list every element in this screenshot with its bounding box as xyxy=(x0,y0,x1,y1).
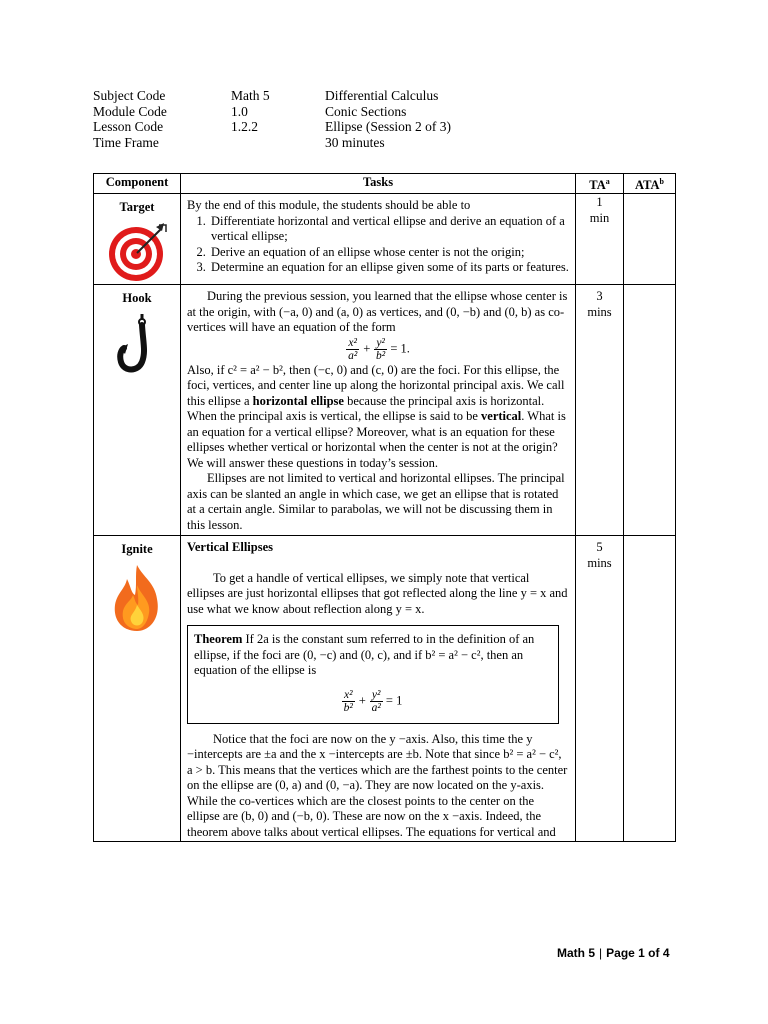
list-item: 3. Determine an equation for an ellipse given some of its parts or features. xyxy=(209,260,569,276)
lesson-plan-table xyxy=(93,173,676,842)
component-hook xyxy=(94,285,181,536)
ta-ignite: 5 mins xyxy=(576,536,624,842)
hook-tasks: During the previous session, you learned that the ellipse whose center is at the origin, with (−a, 0) and (a, 0) as vertices, and (0, −b) and (0, b) as co-vertices will have an equation of the form $\frac{\text{x²}}{\text{a²}}$ + $\frac{\text{y²}}{\text{b²}}$ = 1. Also, if c² = a² − b², then (−c, 0) and (c, 0) are the foci. For this ellipse, the foci, vertices, and center line up along the horizontal principal axis. We call this ellipse a horizontal ellipse because the principal axis is horizontal. When the principal axis is vertical, the ellipse is said to be vertical. What is an equation for a vertical ellipse? Moreover, what is an equation for these ellipses whether vertical or horizontal when the center is not at the origin? We will answer these questions in today’s session. Ellipses are not limited to vertical and horizontal ellipses. The principal axis can be slanted an angle in which case, we get an ellipse that is rotated at a certain angle. Similar to parabolas, we will not be discussing them in this lesson. xyxy=(181,285,576,536)
column-header-component: Component xyxy=(94,174,181,194)
component-target xyxy=(94,194,181,285)
ellipse-equation-vertical: $\frac{\text{x²}}{\text{b²}}$ + $\frac{\text{y²}}{\text{a²}}$ = 1 xyxy=(343,688,403,714)
target-icon xyxy=(106,221,168,283)
column-header-ata: ATA$^b$ xyxy=(624,174,676,194)
table-row-hook xyxy=(94,285,676,536)
table-row-ignite xyxy=(94,536,676,842)
page-footer: Math 5 | Page 1 of 4 xyxy=(557,946,670,960)
table-row-target xyxy=(94,194,676,285)
header-row-subject: Subject Code Math 5 Differential Calculus xyxy=(93,88,439,103)
section-heading: Vertical Ellipses xyxy=(187,540,273,555)
ata-target xyxy=(624,194,676,285)
ellipse-equation-horizontal: $\frac{\text{x²}}{\text{a²}}$ + $\frac{\text{y²}}{\text{b²}}$ = 1. xyxy=(348,336,410,362)
table-header-row xyxy=(94,174,676,194)
list-item: 2. Derive an equation of an ellipse whose center is not the origin; xyxy=(209,245,569,261)
objectives-list xyxy=(187,214,569,276)
header-row-lesson: Lesson Code 1.2.2 Ellipse (Session 2 of 3) xyxy=(93,119,451,134)
ata-ignite xyxy=(624,536,676,842)
ignite-tasks: Vertical Ellipses To get a handle of vertical ellipses, we simply note that vertical ellipses are just horizontal ellipses that got reflected along the line y = x and use what we know about reflection along y = x. Theorem If 2a is the constant sum referred to in the definition of an ellipse, if the foci are (0, −c) and (0, c), and if b² = a² − c², then an equation of the ellipse is $\frac{\text{x²}}{\text{b²}}$ + $\frac{\text{y²}}{\text{a²}}$ = 1 Notice that the foci are now on the y −axis. Also, this time the y −intercepts are ±a and the x −intercepts are ±b. Note that since b² = a² − c², a > b. This means that the vertices which are the farthest points to the center on the ellipse are (0, a) and (0, −a). They are now located on the y-axis. While the co-vertices which are the closest points to the center on the ellipse are (b, 0) and (−b, 0). These are now on the x −axis. Indeed, the theorem above talks about vertical ellipses. The equations for vertical and xyxy=(181,536,576,842)
lesson-header xyxy=(93,88,545,150)
column-header-tasks: Tasks xyxy=(181,174,576,194)
header-row-module: Module Code 1.0 Conic Sections xyxy=(93,103,407,119)
ata-hook xyxy=(624,285,676,536)
theorem-box: Theorem If 2a is the constant sum referred to in the definition of an ellipse, if the foci are (0, −c) and (0, c), and if b² = a² − c², then an equation of the ellipse is $\frac{\text{x²}}{\text{b²}}$ + $\frac{\text{y²}}{\text{a²}}$ = 1 xyxy=(187,625,559,724)
component-ignite xyxy=(94,536,181,842)
column-header-ta: $TA^a$ xyxy=(576,174,624,194)
hook-icon xyxy=(112,312,162,376)
ta-target: 1 min xyxy=(576,194,624,285)
component-label: Ignite xyxy=(121,542,153,557)
list-item: 1. Differentiate horizontal and vertical ellipse and derive an equation of a vertical ellipse; xyxy=(209,214,569,245)
component-label: Target xyxy=(119,200,155,215)
ta-hook: 3 mins xyxy=(576,285,624,536)
target-tasks: By the end of this module, the students should be able to 1. Differentiate horizontal and vertical ellipse and derive an equation of a vertical ellipse; 2. Derive an equation of an ellipse whose center is not the origin; 3. Determine an equation for an ellipse given some of its parts or features. xyxy=(181,194,576,285)
component-label: Hook xyxy=(122,291,152,306)
header-row-time: Time Frame 30 minutes xyxy=(93,134,385,150)
fire-icon xyxy=(109,563,165,633)
